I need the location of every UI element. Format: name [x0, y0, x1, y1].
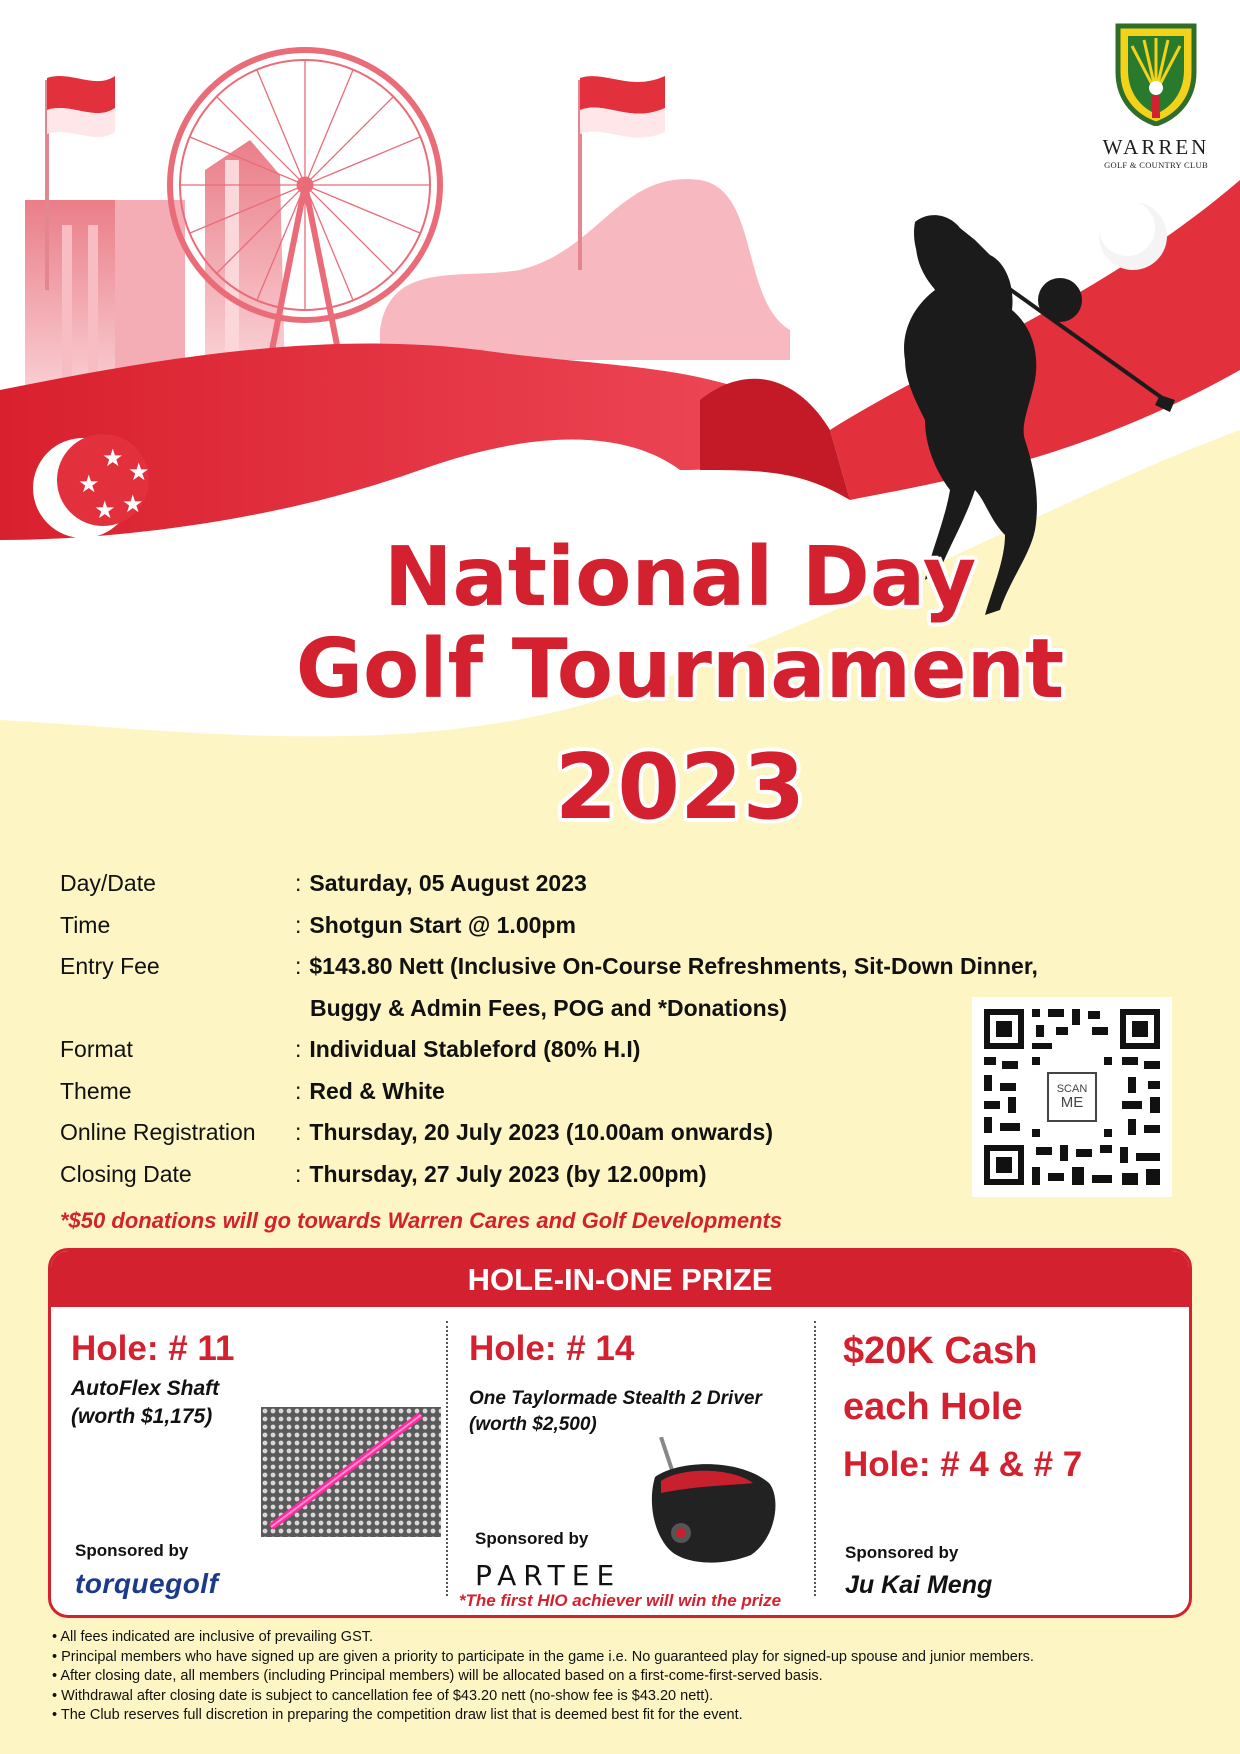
- hole-in-one-prize-panel: [48, 1248, 1192, 1618]
- detail-value: Buggy & Admin Fees, POG and *Donations): [310, 994, 788, 1021]
- prize-holes-4-7: Hole: # 4 & # 7: [843, 1445, 1083, 1484]
- svg-text:★: ★: [78, 470, 100, 498]
- footnote-item: • All fees indicated are inclusive of prevailing GST.: [52, 1628, 1034, 1648]
- event-details: [60, 870, 1100, 1202]
- detail-value: : Thursday, 20 July 2023 (10.00am onwards): [295, 1119, 774, 1145]
- detail-row-time: [60, 912, 1100, 954]
- detail-label: Day/Date: [60, 870, 156, 896]
- sponsored-by-label: Sponsored by: [475, 1529, 589, 1548]
- prize-hole-14: Hole: # 14: [469, 1329, 635, 1368]
- detail-row-theme: [60, 1078, 1100, 1120]
- detail-label: Entry Fee: [60, 953, 160, 979]
- detail-value: : Shotgun Start @ 1.00pm: [295, 911, 576, 938]
- prize-item-driver: One Taylormade Stealth 2 Driver: [469, 1388, 762, 1409]
- sponsor-logo-torquegolf: torquegolf: [75, 1568, 219, 1599]
- footnote-item: • After closing date, all members (including Principal members) will be allocated based on a first-come-first-served basis.: [52, 1667, 1034, 1687]
- detail-row-registration: [60, 1119, 1100, 1161]
- brand-subtitle: GOLF & COUNTRY CLUB: [1104, 160, 1208, 170]
- footnotes: [52, 1628, 1034, 1726]
- detail-row-date: [60, 870, 1100, 912]
- hio-note: *The first HIO achiever will win the prize: [458, 1591, 782, 1610]
- title-line-3: 2023: [554, 735, 806, 840]
- prize-worth-driver: (worth $2,500): [469, 1414, 597, 1435]
- prize-worth-shaft: (worth $1,175): [71, 1405, 213, 1428]
- title-line-1: National Day: [383, 530, 977, 625]
- brand-name: WARREN: [1102, 135, 1210, 159]
- svg-text:★: ★: [128, 458, 150, 486]
- footnote-item: • The Club reserves full discretion in preparing the competition draw list that is deemed best fit for the event.: [52, 1706, 1034, 1726]
- detail-label: Closing Date: [60, 1160, 192, 1187]
- prize-hole-11: Hole: # 11: [71, 1329, 235, 1368]
- column-divider: [814, 1321, 816, 1596]
- detail-value: : Saturday, 05 August 2023: [295, 870, 587, 896]
- footnote-item: • Principal members who have signed up are given a priority to participate in the game i.e. No guaranteed play for signed-up spouse and junior members.: [52, 1648, 1034, 1668]
- detail-value: : Thursday, 27 July 2023 (by 12.00pm): [295, 1160, 707, 1187]
- club-logo: [1086, 22, 1226, 170]
- club-crest-icon: [1114, 22, 1198, 126]
- prize-cash: $20K Cash: [843, 1330, 1038, 1372]
- column-divider: [446, 1321, 448, 1596]
- detail-label: Format: [60, 1036, 133, 1062]
- sponsored-by-label: Sponsored by: [75, 1541, 189, 1560]
- detail-row-entry-fee-cont: [60, 995, 1100, 1037]
- detail-row-entry-fee: [60, 953, 1100, 995]
- svg-text:★: ★: [94, 496, 116, 524]
- title-line-2: Golf Tournament: [295, 622, 1065, 717]
- sponsor-logo-partee: PARTEE: [475, 1559, 622, 1592]
- footnote-item: • Withdrawal after closing date is subject to cancellation fee of $43.20 nett (no-show fee is $43.20 nett).: [52, 1687, 1034, 1707]
- sponsored-by-label: Sponsored by: [845, 1543, 959, 1562]
- detail-label: Theme: [60, 1077, 132, 1104]
- detail-label: Online Registration: [60, 1119, 256, 1145]
- detail-row-format: [60, 1036, 1100, 1078]
- detail-row-closing: [60, 1161, 1100, 1203]
- prize-heading: HOLE-IN-ONE PRIZE: [51, 1251, 1189, 1307]
- scan-me-label: SCAN ME: [1047, 1072, 1097, 1122]
- detail-label: Time: [60, 911, 111, 938]
- qr-code[interactable]: [972, 997, 1172, 1197]
- shaft-photo: [261, 1407, 441, 1537]
- svg-text:★: ★: [102, 444, 124, 472]
- detail-value: : $143.80 Nett (Inclusive On-Course Refreshments, Sit-Down Dinner,: [295, 953, 1038, 979]
- driver-photo: [641, 1437, 781, 1567]
- sponsor-name-ju-kai-meng: Ju Kai Meng: [845, 1571, 993, 1599]
- prize-cash-each: each Hole: [843, 1386, 1023, 1428]
- svg-text:★: ★: [122, 490, 144, 518]
- detail-value: : Red & White: [295, 1077, 445, 1104]
- detail-value: : Individual Stableford (80% H.I): [295, 1036, 641, 1062]
- prize-item-shaft: AutoFlex Shaft: [71, 1377, 220, 1400]
- donation-note: *$50 donations will go towards Warren Cares and Golf Developments: [60, 1208, 783, 1233]
